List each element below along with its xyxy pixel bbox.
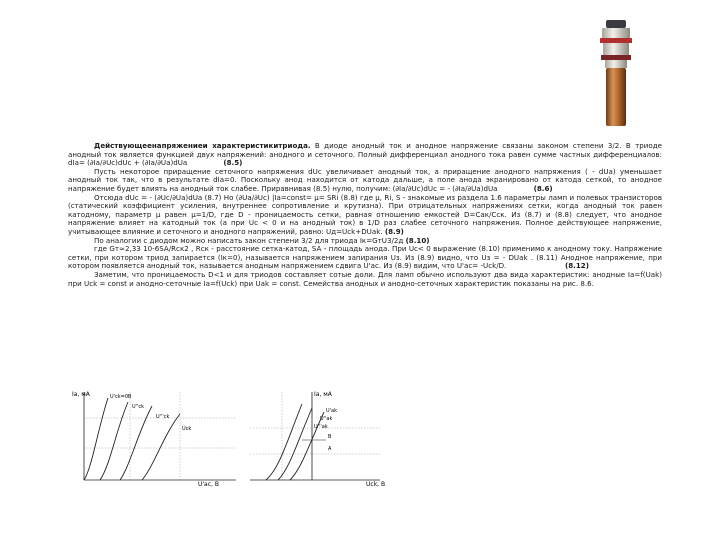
vacuum-tube-photo <box>596 18 636 130</box>
paragraph-2 <box>68 168 662 194</box>
left-curve-label: U'''ck <box>156 414 170 420</box>
left-curve-label: Uck <box>182 426 192 432</box>
right-point-label: A <box>328 446 332 452</box>
paragraph-text: Заметим, что проницаемость D<1 и для триодов составляет сотые доли. Для ламп обычно используют два вида характеристик: анодные Ia=f(Uak) при Uck = const и анодно-сеточные Ia=f(Uck) при Uak = const. Семейства анодных и анодно-сеточных характеристик показаны на рис. 8.6. <box>68 269 662 288</box>
equation-number: (8.5) <box>223 158 243 168</box>
right-point-label: B <box>328 434 332 440</box>
right-ylabel: Ia, мА <box>314 391 332 398</box>
left-curve-label: U''ck <box>132 404 145 410</box>
right-curve-label: U'ak <box>326 408 337 414</box>
section-title: Действующеенапряжениеи характеристикитриода. <box>94 141 311 150</box>
document-body <box>68 142 662 288</box>
grid-characteristics-plot <box>250 391 385 488</box>
equation-number: (8.6) <box>533 183 553 193</box>
paragraph-text: где Gт≈2,33 10-6SA/Rск2 , Rск - расстояние сетка-катод, SA - площадь анода. При Uc< 0 выражение (8.10) применимо к анодному току. Напряжение сетки, при котором триод запирается (Iк=0), называется напряжением запирания Uз. Из (8.9) видно, что Uз = - DUak . (8.11) Анодное напряжение, при котором появляется анодный ток, называется анодным напряжением сдвига U'ас. Из (8.9) видим, что U'ac= -Uck/D. <box>68 244 662 271</box>
right-xlabel: Uck, B <box>366 481 386 488</box>
left-xlabel: U'ac, B <box>198 481 219 488</box>
right-curve-label: U''ak <box>320 416 333 422</box>
paragraph-text: Отсюда dUc = - (∂Uc/∂Ua)dUa (8.7) Но (∂Ua/∂Uc) |Ia=const= μ= SRi (8.8) где μ, Ri, S - знакомые из раздела 1.6 параметры ламп и полевых транзисторов (статический коэффициент усиления, внутреннее сопротивление и крутизна). При отрицательных напряжениях сетки, когда анодный ток равен катодному, параметр μ равен μ=1/D, где D - проницаемость сетки, равная отношению емкостей D=Сак/Сск. Из (8.7) и (8.8) следует, что анодное напряжение влияет на катодный ток (а при Uc < 0 и на анодный ток) в 1/D раз слабее сеточного напряжения. Полное действующее напряжение, учитывающее влияние и сеточного и анодного напряжений, равно: Uд=Uck+DUak. <box>68 192 662 236</box>
anode-characteristics-plot <box>72 391 236 488</box>
paragraph-text: Пусть некоторое приращение сеточного напряжения dUc увеличивает анодный ток, а приращение анодного напряжения ( - dUa) уменьшает анодный ток так, что в результате dIa=0. Поскольку анод находится от катода дальше, а поле анода экранировано от катода сеткой, то анодное напряжение будет влиять на анодный ток слабее. Приравнивая (8.5) нулю, получим: (∂Ia/∂Uc)dUc = - (∂Ia/∂Ua)dUa <box>68 166 662 193</box>
left-ylabel: Ia, мА <box>72 391 90 398</box>
paragraph-1 <box>68 142 662 168</box>
paragraph-6 <box>68 271 662 288</box>
equation-number: (8.10) <box>405 235 430 245</box>
left-curve-label: U'ck=0B <box>110 394 132 400</box>
characteristics-figure <box>70 388 400 488</box>
paragraph-5 <box>68 245 662 271</box>
paragraph-text: В диоде анодный ток и анодное напряжение связаны законом степени 3/2. В триоде анодный ток является функцией двух напряжений: анодного и сеточного. Полный дифференциал анодного тока равен сумме частных дифференциалов: dIa= (∂Ia/∂Uc)dUc + (∂Ia/∂Ua)dUa <box>68 141 663 168</box>
equation-number: (8.9) <box>384 226 404 236</box>
equation-number: (8.12) <box>564 261 589 271</box>
paragraph-3 <box>68 194 662 237</box>
paragraph-text: По аналогии с диодом можно написать закон степени 3/2 для триода Iк=GтU3/2д <box>94 235 404 245</box>
right-curve-label: U'''ak <box>314 424 328 430</box>
